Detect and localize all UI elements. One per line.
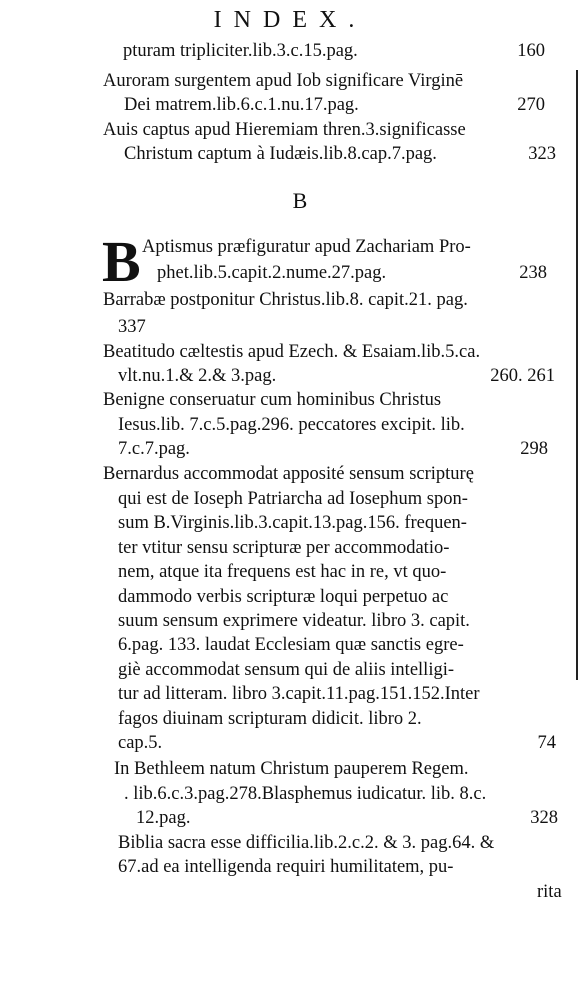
entry-text: Auroram surgentem apud Iob significare Virginē xyxy=(103,71,464,91)
entry-text: dammodo verbis scripturæ loqui perpetuo ac xyxy=(118,587,449,607)
entry-text: fagos diuinam scripturam didicit. libro 2. xyxy=(118,709,422,729)
entry-text: Auis captus apud Hieremiam thren.3.significasse xyxy=(103,120,466,140)
entry-text: In Bethleem natum Christum pauperem Regem. xyxy=(114,759,469,779)
entry-text: vlt.nu.1.& 2.& 3.pag. xyxy=(118,366,277,386)
index-entry-line xyxy=(103,70,463,92)
index-entry-line xyxy=(103,289,468,311)
index-entry-line xyxy=(136,807,558,829)
index-entry-line xyxy=(118,586,448,608)
index-entry-line xyxy=(142,236,471,258)
index-entry-line xyxy=(118,610,470,632)
index-entry-line xyxy=(118,732,556,754)
index-entry-line xyxy=(118,512,467,534)
entry-text: pturam tripliciter.lib.3.c.15.pag. xyxy=(123,41,358,61)
entry-page: 337 xyxy=(118,317,146,337)
entry-text: suum sensum exprimere videatur. libro 3. capit. xyxy=(118,611,470,631)
index-entry-line xyxy=(118,488,468,510)
index-entry-line xyxy=(118,316,146,338)
index-entry-line xyxy=(114,758,469,780)
index-entry-line xyxy=(118,561,446,583)
index-entry-line xyxy=(123,40,545,62)
entry-text: ter vtitur sensu scripturæ per accommodatio- xyxy=(118,538,450,558)
index-entry-line xyxy=(118,634,464,656)
entry-text: . lib.6.c.3.pag.278.Blasphemus iudicatur. lib. 8.c. xyxy=(124,784,487,804)
entry-page: 323 xyxy=(528,144,556,164)
entry-text: cap.5. xyxy=(118,733,163,753)
index-entry-line xyxy=(103,119,466,141)
entry-text: Barrabæ postponitur Christus.lib.8. capit.21. pag. xyxy=(103,290,468,310)
entry-text: tur ad litteram. libro 3.capit.11.pag.151.152.Inter xyxy=(118,684,480,704)
entry-text: 7.c.7.pag. xyxy=(118,439,190,459)
entry-page: 298 xyxy=(520,439,548,459)
entry-text: Aptismus præfiguratur apud Zachariam Pro- xyxy=(142,237,471,257)
entry-text: Bernardus accommodat apposité sensum scripturę xyxy=(103,464,474,484)
entry-page: 74 xyxy=(537,733,556,753)
index-entry-line xyxy=(103,463,474,485)
index-entry-line xyxy=(103,341,480,363)
section-letter: B xyxy=(292,188,308,213)
entry-page: 238 xyxy=(519,263,547,283)
page-title: INDEX. xyxy=(213,7,367,33)
entry-text: qui est de Ioseph Patriarcha ad Iosephum spon- xyxy=(118,489,468,509)
entry-text: sum B.Virginis.lib.3.capit.13.pag.156. frequen- xyxy=(118,513,467,533)
index-entry-line xyxy=(118,438,548,460)
index-entry-line xyxy=(118,537,449,559)
entry-text: Dei matrem.lib.6.c.1.nu.17.pag. xyxy=(124,95,359,115)
margin-rule xyxy=(576,70,578,680)
entry-page: 160 xyxy=(517,41,545,61)
index-entry-line xyxy=(118,856,453,878)
index-entry-line xyxy=(118,683,480,705)
entry-text: 12.pag. xyxy=(136,808,191,828)
entry-text: Benigne conseruatur cum hominibus Christus xyxy=(103,390,442,410)
index-entry-line xyxy=(118,832,494,854)
drop-cap: B xyxy=(102,229,141,294)
entry-text: Beatitudo cæltestis apud Ezech. & Esaiam.lib.5.ca. xyxy=(103,342,481,362)
entry-page: 270 xyxy=(517,95,545,115)
index-entry-line xyxy=(124,783,486,805)
index-entry-line xyxy=(124,94,545,116)
catchword: rita xyxy=(537,882,562,902)
index-entry-line xyxy=(118,414,465,436)
entry-text: Biblia sacra esse difficilia.lib.2.c.2. & 3. pag.64. & xyxy=(118,833,495,853)
index-entry-line xyxy=(537,881,562,903)
index-entry-line xyxy=(103,389,441,411)
index-entry-line xyxy=(118,659,454,681)
index-entry-line xyxy=(118,708,422,730)
index-entry-line xyxy=(124,143,556,165)
entry-text: Christum captum à Iudæis.lib.8.cap.7.pag. xyxy=(124,144,437,164)
entry-page: 328 xyxy=(530,808,558,828)
entry-text: 6.pag. 133. laudat Ecclesiam quæ sanctis egre- xyxy=(118,635,464,655)
index-entry-line xyxy=(157,262,547,284)
entry-text: phet.lib.5.capit.2.nume.27.pag. xyxy=(157,263,387,283)
entry-text: Iesus.lib. 7.c.5.pag.296. peccatores excipit. lib. xyxy=(118,415,465,435)
entry-text: 67.ad ea intelligenda requiri humilitatem, pu- xyxy=(118,857,454,877)
entry-text: giè accommodat sensum qui de aliis intelligi- xyxy=(118,660,455,680)
index-entry-line xyxy=(118,365,555,387)
entry-text: nem, atque ita frequens est hac in re, vt quo- xyxy=(118,562,447,582)
entry-page: 260. 261 xyxy=(490,366,555,386)
